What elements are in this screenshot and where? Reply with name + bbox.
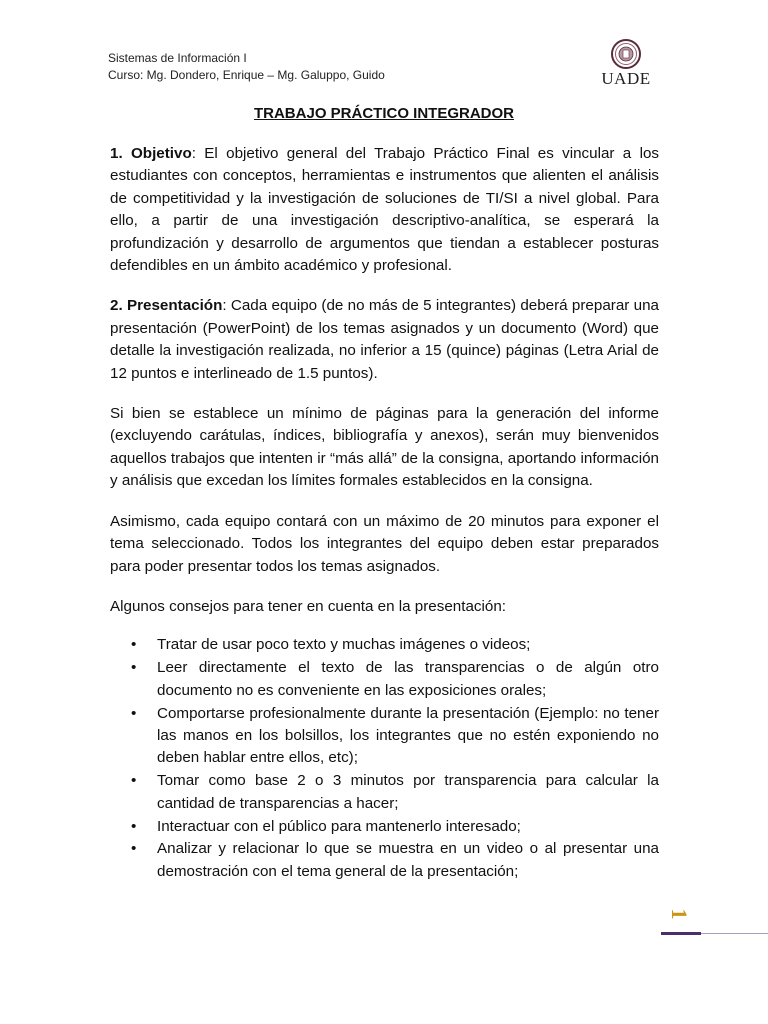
list-item-text: Comportarse profesionalmente durante la presentación (Ejemplo: no tener las manos en los bolsillos, los integrantes que no estén exponiendo no deben hablar entre ellos, etc); (157, 704, 659, 767)
document-body (110, 143, 659, 884)
page-number-accent-bar (661, 932, 701, 935)
list-item-text: Analizar y relacionar lo que se muestra en un video o al presentar una demostración con el tema general de la presentación; (157, 840, 659, 880)
list-item (110, 634, 659, 656)
document-header (108, 50, 385, 84)
course-professors: Curso: Mg. Dondero, Enrique – Mg. Galuppo, Guido (108, 68, 385, 82)
presentacion-paragraph (110, 295, 659, 385)
presentacion-label: 2. Presentación (110, 297, 223, 315)
objetivo-text: : El objetivo general del Trabajo Práctico Final es vincular a los estudiantes con conceptos, herramientas e instrumentos que alienten el análisis de competitividad y la investigación de soluciones de TI/SI a nivel global. Para ello, a partir de una investigación descriptivo-analítica, se esperará la profundización y desarrollo de argumentos que tiendan a establecer posturas defendibles en un ámbito académico y profesional. (110, 145, 659, 275)
minimo-paragraph: Si bien se establece un mínimo de páginas para la generación del informe (excluyendo carátulas, índices, bibliografía y anexos), serán muy bienvenidos aquellos trabajos que intenten ir “más allá” de la consigna, aportando información y análisis que excedan los límites formales establecidos en la consigna. (110, 405, 659, 490)
asimismo-paragraph: Asimismo, cada equipo contará con un máximo de 20 minutos para exponer el tema seleccionado. Todos los integrantes del equipo deben estar preparados para poder presentar todos los temas asignados. (110, 512, 659, 575)
list-item (110, 838, 659, 883)
list-item (110, 770, 659, 815)
logo-text: UADE (601, 69, 651, 88)
bullet-icon: • (131, 840, 137, 858)
bullet-icon: • (131, 636, 137, 654)
list-item-text: Tomar como base 2 o 3 minutos por transparencia para calcular la cantidad de transparencias a hacer; (157, 772, 659, 812)
presentacion-text: : Cada equipo (de no más de 5 integrantes) deberá preparar una presentación (PowerPoint) de los temas asignados y un documento (Word) que detalle la investigación realizada, no inferior a 15 (quince) páginas (Letra Arial de 12 puntos e interlineado de 1.5 puntos). (110, 297, 659, 382)
objetivo-label: 1. Objetivo (110, 145, 192, 162)
list-item-text: Tratar de usar poco texto y muchas imágenes o videos; (157, 636, 531, 654)
footer-divider (701, 933, 768, 934)
list-item-text: Leer directamente el texto de las transparencias o de algún otro documento no es conveniente en las exposiciones orales; (157, 659, 659, 699)
bullet-icon: • (131, 772, 137, 790)
page-number-value: 1 (667, 908, 692, 920)
list-item (110, 703, 659, 770)
list-item (110, 816, 659, 838)
uade-seal-icon (609, 38, 643, 70)
bullet-icon: • (131, 817, 137, 835)
bullet-icon: • (131, 704, 137, 722)
consejos-intro: Algunos consejos para tener en cuenta en la presentación: (110, 597, 506, 615)
page-number (661, 903, 701, 931)
tips-list (110, 634, 659, 883)
uade-logo (596, 38, 656, 90)
objetivo-paragraph (110, 143, 659, 277)
page-title: TRABAJO PRÁCTICO INTEGRADOR (253, 105, 514, 122)
course-name: Sistemas de Información I (108, 51, 247, 65)
list-item-text: Interactuar con el público para mantenerlo interesado; (157, 817, 521, 835)
bullet-icon: • (131, 659, 137, 677)
list-item (110, 657, 659, 702)
